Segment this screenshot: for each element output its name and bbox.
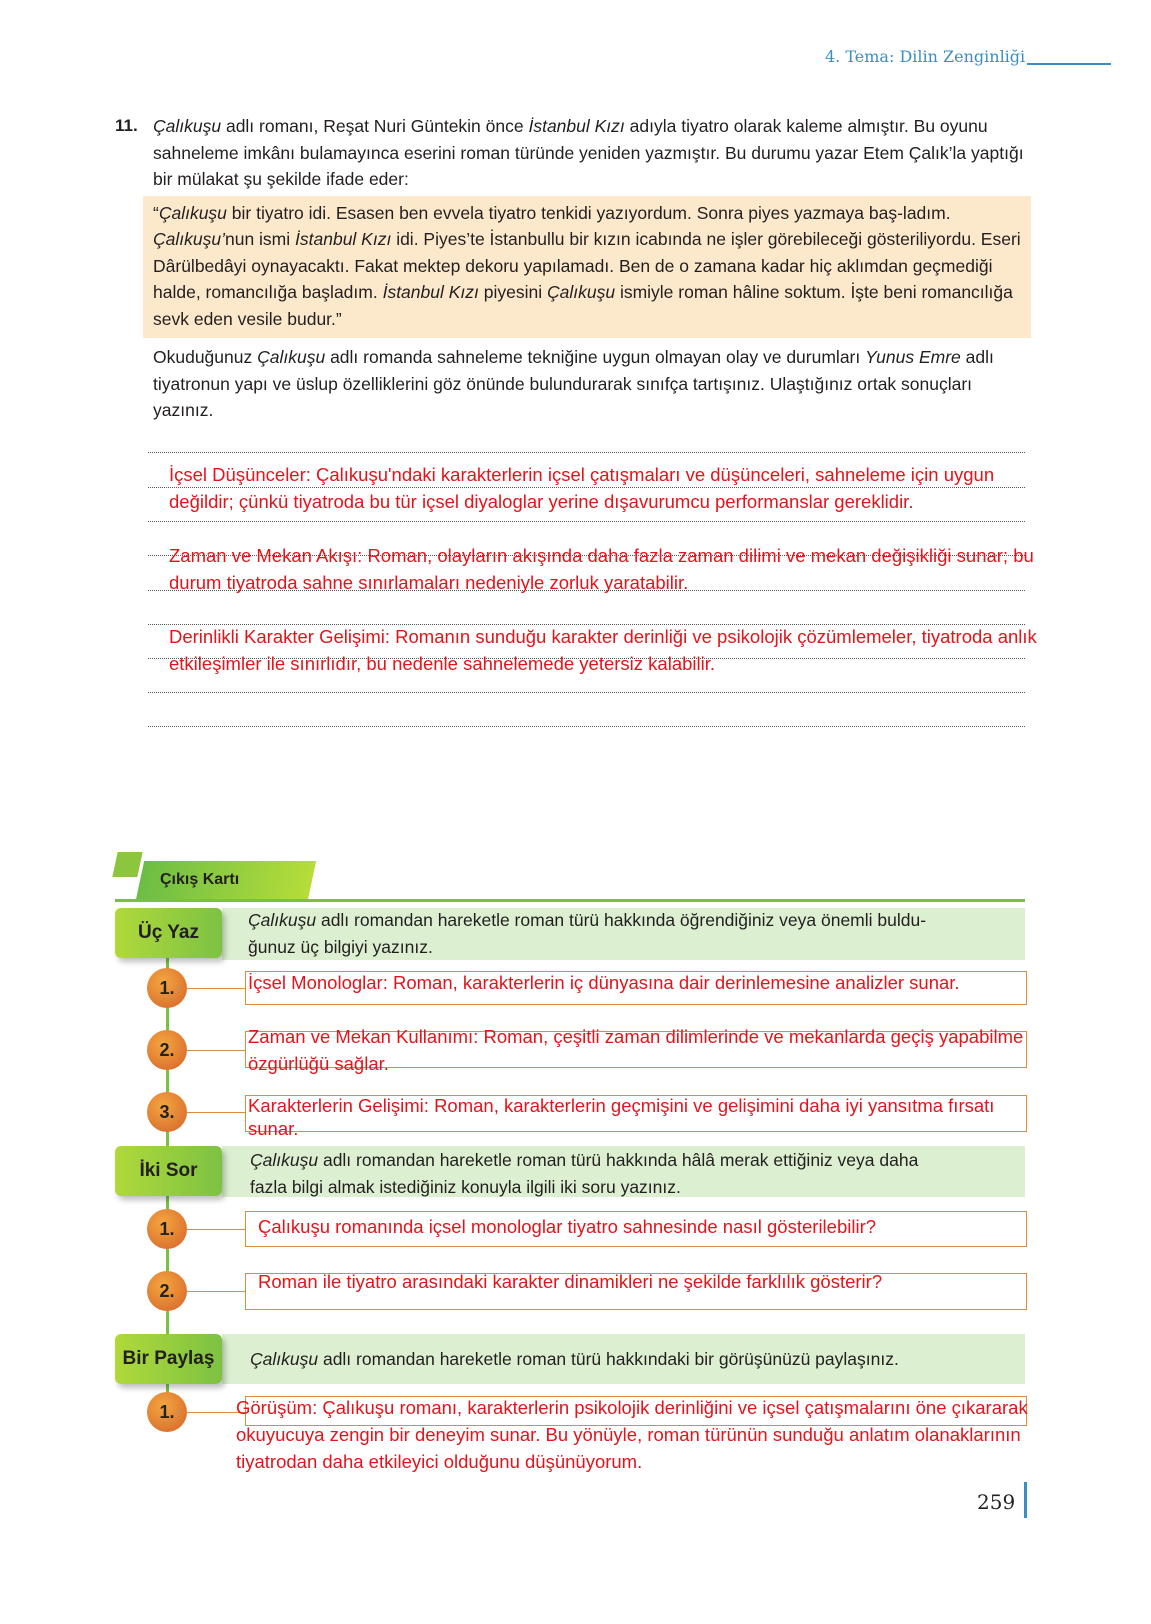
number-badge: 2. — [147, 1030, 187, 1070]
text-segment: piyesini — [478, 282, 547, 302]
answer-text[interactable]: tiyatrodan daha etkileyici olduğunu düşünüyorum. — [236, 1451, 643, 1472]
chapter-header: 4. Tema: Dilin Zenginliği — [825, 47, 1026, 66]
prompt-text: adlı romandan hareketle roman türü hakkındaki bir görüşünüzü paylaşınız. — [318, 1349, 899, 1369]
answer-text[interactable]: durum tiyatroda sahne sınırlamaları nedeniyle zorluk yaratabilir. — [169, 572, 689, 593]
prompt-text: adlı romandan hareketle roman türü hakkında öğrendiğiniz veya önemli buldu- — [316, 910, 927, 930]
text-segment: nun ismi — [224, 229, 296, 249]
connector — [187, 988, 245, 989]
exit-card-rule — [115, 899, 1025, 902]
bir-paylas-label: Bir Paylaş — [115, 1334, 222, 1384]
uc-yaz-label: Üç Yaz — [115, 908, 222, 958]
answer-text[interactable]: etkileşimler ile sınırlıdır, bu nedenle sahnelemede yetersiz kalabilir. — [169, 653, 716, 674]
italic-title: Çalıkuşu’ — [153, 229, 225, 249]
connector — [187, 1112, 245, 1113]
question-intro — [143, 113, 1031, 193]
answer-text[interactable]: Görüşüm: Çalıkuşu romanı, karakterlerin psikolojik derinliğini ve içsel çatışmalarını öne çıkararak — [236, 1397, 1028, 1418]
exit-card-title: Çıkış Kartı — [160, 871, 240, 888]
italic-title: İstanbul Kızı — [528, 116, 625, 136]
text-segment: adlı tiyatronun yapı ve üslup özelliklerini göz önünde bulundurarak sınıfça tartışınız. Ulaştığınız ortak sonuçları yazınız. — [153, 347, 994, 420]
interview-quote — [143, 196, 1031, 339]
italic-title: Çalıkuşu — [158, 202, 227, 223]
answer-line — [148, 521, 1025, 522]
question-number: 11. — [115, 116, 138, 135]
answer-text[interactable]: okuyucuya zengin bir deneyim sunar. Bu yönüyle, roman türünün sunduğu anlatım olanaklarının — [236, 1424, 1021, 1445]
question-task — [143, 344, 1031, 424]
answer-text[interactable]: Karakterlerin Gelişimi: Roman, karakterlerin geçmişini ve gelişimini daha iyi yansıtma fırsatı — [248, 1095, 995, 1116]
number-badge: 3. — [147, 1092, 187, 1132]
tab-accent — [112, 852, 142, 877]
page-number: 259 — [977, 1490, 1016, 1514]
iki-sor-prompt — [250, 1147, 918, 1200]
connector — [187, 1291, 245, 1292]
answer-text[interactable]: sunar. — [248, 1118, 299, 1139]
answer-text[interactable]: özgürlüğü sağlar. — [248, 1053, 389, 1074]
book-title: Çalıkuşu — [250, 1349, 319, 1369]
text-segment: adlı romanı, Reşat Nuri Güntekin önce — [221, 116, 529, 136]
answer-line — [148, 452, 1025, 453]
header-rule — [1027, 63, 1111, 65]
text-segment: Okuduğunuz — [153, 347, 258, 367]
number-badge: 1. — [147, 1392, 187, 1432]
answer-text[interactable]: Zaman ve Mekan Kullanımı: Roman, çeşitli zaman dilimlerinde ve mekanlarda geçiş yapabilme — [248, 1026, 1024, 1047]
prompt-text: adlı romandan hareketle roman türü hakkında hâlâ merak ettiğiniz veya daha — [318, 1150, 919, 1170]
text-segment: “ — [153, 202, 159, 223]
bir-paylas-prompt — [250, 1346, 899, 1373]
italic-title: Çalıkuşu — [546, 282, 616, 302]
italic-title: Çalıkuşu — [257, 347, 326, 367]
prompt-text: fazla bilgi almak istediğiniz konuyla ilgili iki soru yazınız. — [250, 1176, 681, 1197]
connector — [187, 1229, 245, 1230]
answer-text[interactable]: Zaman ve Mekan Akışı: Roman, olayların akışında daha fazla zaman dilimi ve mekan değişikliği sunar; bu — [169, 545, 1034, 566]
answer-text[interactable]: Çalıkuşu romanında içsel monologlar tiyatro sahnesinde nasıl gösterilebilir? — [258, 1216, 877, 1237]
answer-text[interactable]: Derinlikli Karakter Gelişimi: Romanın sunduğu karakter derinliği ve psikolojik çözümlemeler, tiyatroda anlık — [169, 626, 1037, 647]
italic-title: İstanbul Kızı — [382, 282, 479, 302]
text-segment: adlı romanda sahneleme tekniğine uygun olmayan olay ve durumları — [325, 347, 866, 367]
text-segment: adıyla tiyatro olarak kaleme almıştır. Bu oyunu sahneleme imkânı bulamayınca eserini roman türünde yeniden yazmıştır. Bu durumu yazar Etem Çalık’la yaptığı bir mülakat şu şekilde ifade eder: — [153, 116, 1024, 189]
answer-text[interactable]: İçsel Monologlar: Roman, karakterlerin iç dünyasına dair derinlemesine analizler sunar. — [248, 972, 960, 993]
text-segment: ismiyle roman hâline soktum. İşte beni romancılığa sevk eden vesile budur.” — [153, 282, 1013, 329]
italic-title: Yunus Emre — [865, 347, 961, 367]
page-number-bar — [1024, 1482, 1027, 1518]
book-title: Çalıkuşu — [250, 1150, 319, 1170]
answer-line — [148, 692, 1025, 693]
answer-line — [148, 726, 1025, 727]
answer-text[interactable]: değildir; çünkü tiyatroda bu tür içsel diyaloglar yerine dışavurumcu performanslar gereklidir. — [169, 491, 914, 512]
italic-title: İstanbul Kızı — [295, 229, 392, 249]
number-badge: 1. — [147, 968, 187, 1008]
book-title: Çalıkuşu — [248, 910, 317, 930]
answer-text[interactable]: Roman ile tiyatro arasındaki karakter dinamikleri ne şekilde farklılık gösterir? — [258, 1271, 883, 1292]
answer-text[interactable]: İçsel Düşünceler: Çalıkuşu'ndaki karakterlerin içsel çatışmaları ve düşünceleri, sahneleme için uygun — [169, 464, 995, 485]
question-body — [143, 113, 1031, 424]
connector — [187, 1050, 245, 1051]
number-badge: 1. — [147, 1209, 187, 1249]
number-badge: 2. — [147, 1271, 187, 1311]
iki-sor-label: İki Sor — [115, 1146, 222, 1196]
italic-title: Çalıkuşu — [153, 116, 222, 136]
prompt-text: ğunuz üç bilgiyi yazınız. — [248, 936, 433, 957]
text-segment: bir tiyatro idi. Esasen ben evvela tiyatro tenkidi yazıyordum. Sonra piyes yazmaya baş-ladım. — [226, 202, 951, 223]
text-segment: idi. Piyes’te İstanbullu bir kızın icabında ne işler görebileceği gösteriliyordu. Eseri Dârülbedâyi oynayacaktı. Fakat mektep dekoru yapılamadı. Ben de o zamana kadar hiç aklımdan geçmediği halde, romancılığa başladım. — [153, 229, 1021, 302]
uc-yaz-prompt — [248, 907, 926, 960]
